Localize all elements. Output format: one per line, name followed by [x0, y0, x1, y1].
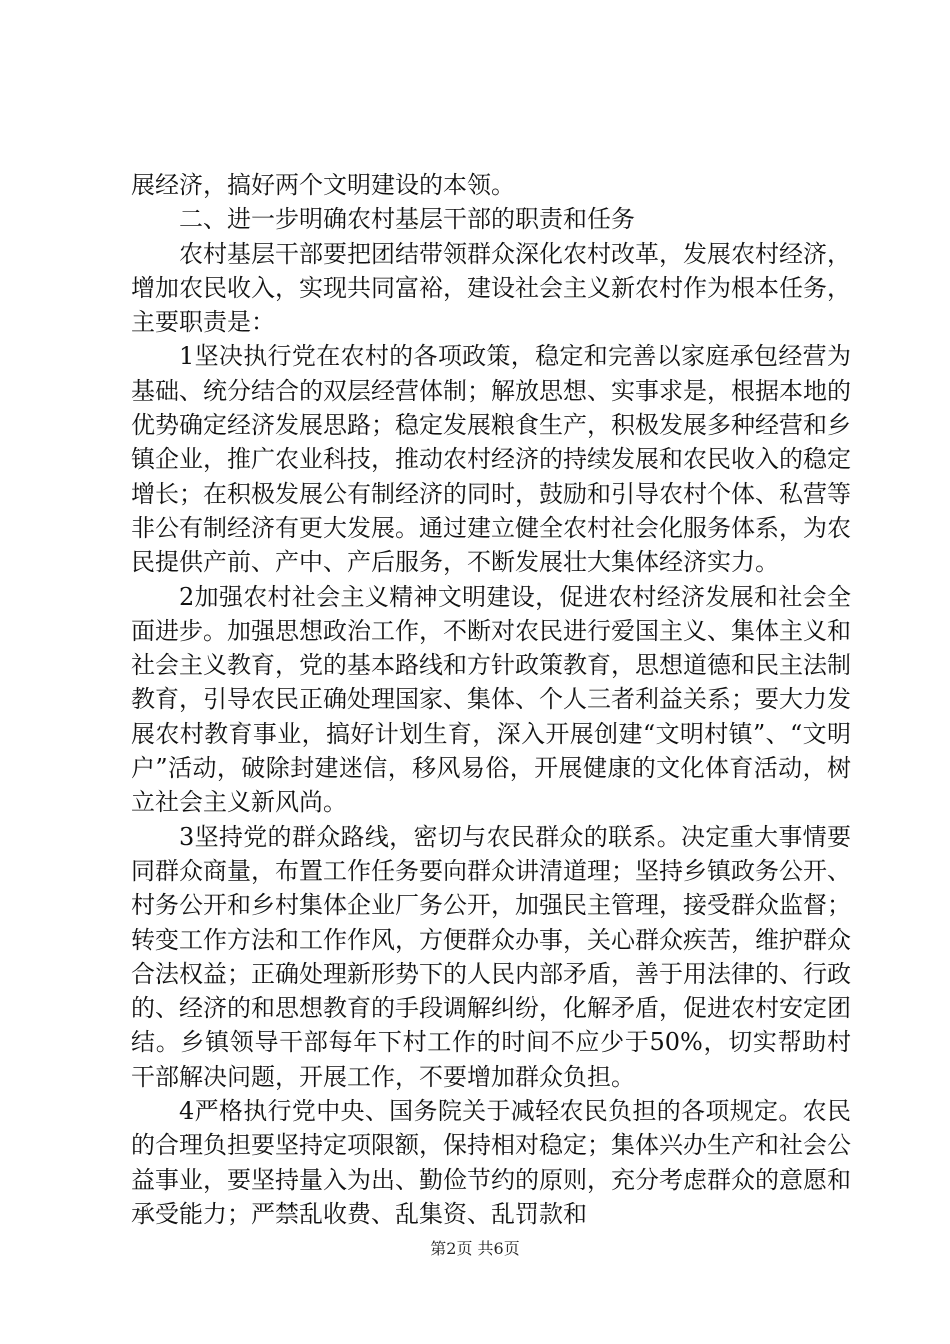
paragraph-item-2: 2加强农村社会主义精神文明建设，促进农村经济发展和社会全面进步。加强思想政治工作，不断对农民进行爱国主义、集体主义和社会主义教育，党的基本路线和方针政策教育，思想道德和民主法制教育，引导农民正确处理国家、集体、个人三者利益关系；要大力发展农村教育事业，搞好计划生育，深入开展创建“文明村镇”、“文明户”活动，破除封建迷信，移风易俗，开展健康的文化体育活动，树立社会主义新风尚。 — [131, 582, 851, 817]
section-heading: 二、进一步明确农村基层干部的职责和任务 — [179, 205, 635, 234]
page-number-footer: 第2页 共6页 — [430, 1239, 520, 1258]
paragraph-item-4: 4严格执行党中央、国务院关于减轻农民负担的各项规定。农民的合理负担要坚持定项限额，保持相对稳定；集体兴办生产和社会公益事业，要坚持量入为出、勤俭节约的原则，充分考虑群众的意愿和承受能力；严禁乱收费、乱集资、乱罚款和 — [131, 1097, 851, 1228]
document-body — [131, 168, 851, 1231]
paragraph-intro: 农村基层干部要把团结带领群众深化农村改革，发展农村经济，增加农民收入，实现共同富裕，建设社会主义新农村作为根本任务，主要职责是： — [131, 239, 851, 337]
paragraph-item-3: 3坚持党的群众路线，密切与农民群众的联系。决定重大事情要同群众商量，布置工作任务要向群众讲清道理；坚持乡镇政务公开、村务公开和乡村集体企业厂务公开，加强民主管理，接受群众监督；转变工作方法和工作作风，方便群众办事，关心群众疾苦，维护群众合法权益；正确处理新形势下的人民内部矛盾，善于用法律的、行政的、经济的和思想教育的手段调解纠纷，化解矛盾，促进农村安定团结。乡镇领导干部每年下村工作的时间不应少于50%，切实帮助村干部解决问题，开展工作，不要增加群众负担。 — [131, 822, 851, 1091]
paragraph-item-1: 1坚决执行党在农村的各项政策，稳定和完善以家庭承包经营为基础、统分结合的双层经营体制；解放思想、实事求是，根据本地的优势确定经济发展思路；稳定发展粮食生产，积极发展多种经营和乡镇企业，推广农业科技，推动农村经济的持续发展和农民收入的稳定增长；在积极发展公有制经济的同时，鼓励和引导农村个体、私营等非公有制经济有更大发展。通过建立健全农村社会化服务体系，为农民提供产前、产中、产后服务，不断发展壮大集体经济实力。 — [131, 342, 851, 577]
paragraph-continuation: 展经济，搞好两个文明建设的本领。 — [131, 171, 515, 199]
